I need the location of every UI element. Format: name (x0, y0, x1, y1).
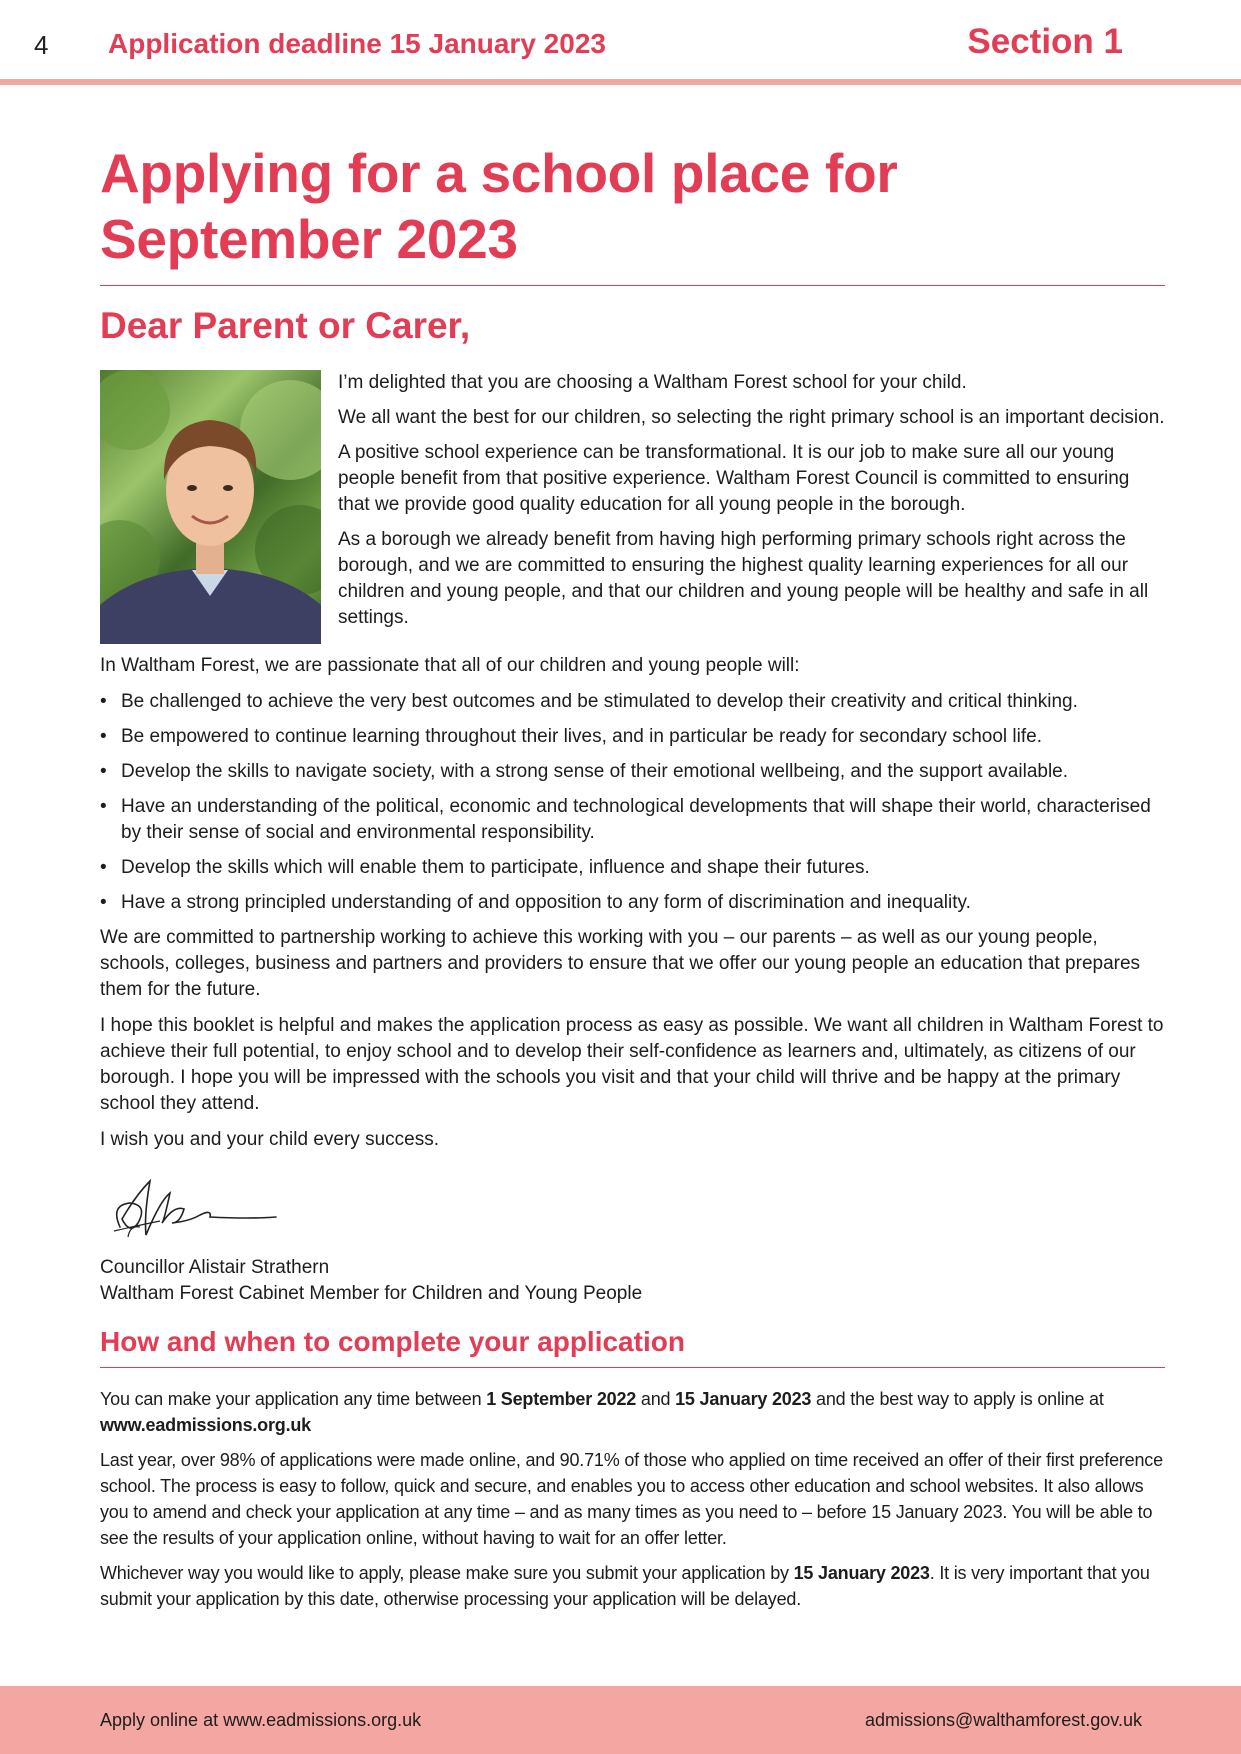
footer-email[interactable]: admissions@walthamforest.gov.uk (864, 1710, 1142, 1730)
intro-paragraph: I’m delighted that you are choosing a Waltham Forest school for your child. (338, 372, 967, 393)
handwritten-signature (100, 1165, 280, 1255)
intro-text (338, 370, 1165, 640)
text-run: Whichever way you would like to apply, please make sure you submit your application by (100, 1563, 794, 1583)
intro-paragraph: We all want the best for our children, so selecting the right primary school is an important decision. (338, 407, 1165, 428)
list-item: • Develop the skills to navigate society, with a strong sense of their emotional wellbeing, and the support available. (100, 759, 1165, 785)
list-item: • Be challenged to achieve the very best outcomes and be stimulated to develop their creativity and critical thinking. (100, 689, 1165, 715)
closing-paragraph: I hope this booklet is helpful and makes the application process as easy as possible. We want all children in Waltham Forest to achieve their full potential, to enjoy school and to develop their self-confidence as learners and, ultimately, as citizens of our borough. I hope you will be impressed with the schools you visit and that your child will thrive and be happy at the primary school they attend. (100, 1015, 1164, 1114)
title-divider (100, 285, 1165, 286)
councillor-photo (100, 370, 321, 644)
eadmissions-link[interactable]: www.eadmissions.org.uk (100, 1415, 311, 1435)
page-title (100, 140, 1165, 272)
intro-block (100, 370, 1165, 653)
list-item: • Have an understanding of the political, economic and technological developments that will shape their world, characterised by their sense of social and environmental responsibility. (100, 794, 1165, 846)
closing-paragraph: I wish you and your child every success. (100, 1129, 439, 1150)
text-run: and the best way to apply is online at (811, 1389, 1104, 1409)
deadline-date: 15 January 2023 (793, 1563, 930, 1583)
title-line-1: Applying for a school place for (100, 142, 898, 204)
letter-body (100, 653, 1165, 1153)
application-deadline: Application deadline 15 January 2023 (108, 28, 606, 59)
open-date: 1 September 2022 (486, 1389, 637, 1409)
section-label: Section 1 (967, 22, 1123, 61)
signature (100, 1165, 1165, 1255)
text-run: and (636, 1389, 676, 1409)
list-item: • Have a strong principled understanding of and opposition to any form of discrimination and inequality. (100, 890, 1165, 916)
passion-intro: In Waltham Forest, we are passionate that all of our children and young people will: (100, 655, 800, 676)
how-heading: How and when to complete your application (100, 1326, 685, 1357)
closing-paragraph: We are committed to partnership working to achieve this working with you – our parents – as well as our young people, schools, colleges, business and partners and providers to ensure that we offer our young people an education that prepares them for the future. (100, 927, 1141, 1000)
how-divider (100, 1367, 1165, 1368)
intro-paragraph: A positive school experience can be transformational. It is our job to make sure all our young people benefit from that positive experience. Waltham Forest Council is committed to ensuring that we provide good quality education for all young people in the borough. (338, 442, 1130, 515)
how-section (100, 1386, 1165, 1612)
portrait-illustration (100, 370, 321, 644)
main-content (100, 140, 1165, 1621)
how-paragraph-2: Last year, over 98% of applications were made online, and 90.71% of those who applied on time received an offer of their first preference school. The process is easy to follow, quick and secure, and enables you to access other education and school websites. It also allows you to amend and check your application at any time – and as many times as you need to – before 15 January 2023. You will be able to see the results of your application online, without having to wait for an offer letter. (100, 1450, 1163, 1548)
signatory-name: Councillor Alistair Strathern (100, 1257, 330, 1278)
footer-apply-online[interactable]: Apply online at www.eadmissions.org.uk (100, 1710, 422, 1730)
intro-paragraph: As a borough we already benefit from having high performing primary schools right across the borough, and we are committed to ensuring the highest quality learning experiences for all our children and young people, and that our children and young people will be healthy and safe in all settings. (338, 529, 1149, 628)
text-run: You can make your application any time between (100, 1389, 487, 1409)
header-rule (0, 79, 1241, 85)
greeting: Dear Parent or Carer, (100, 305, 471, 346)
text-run: . It is very important that you submit your application by this date, otherwise processing your application will be delayed. (100, 1563, 1150, 1609)
list-item: • Develop the skills which will enable them to participate, influence and shape their futures. (100, 855, 1165, 881)
list-item: • Be empowered to continue learning throughout their lives, and in particular be ready for secondary school life. (100, 724, 1165, 750)
title-line-2: September 2023 (100, 208, 518, 270)
signatory-role: Waltham Forest Cabinet Member for Children and Young People (100, 1283, 643, 1304)
close-date: 15 January 2023 (675, 1389, 812, 1409)
signatory (100, 1255, 1165, 1307)
page-footer (0, 1686, 1241, 1754)
how-paragraph-3 (100, 1560, 1165, 1612)
page-number: 4 (34, 30, 49, 60)
page-header (0, 0, 1241, 86)
how-paragraph-1 (100, 1386, 1165, 1438)
aspirations-list (100, 689, 1165, 916)
